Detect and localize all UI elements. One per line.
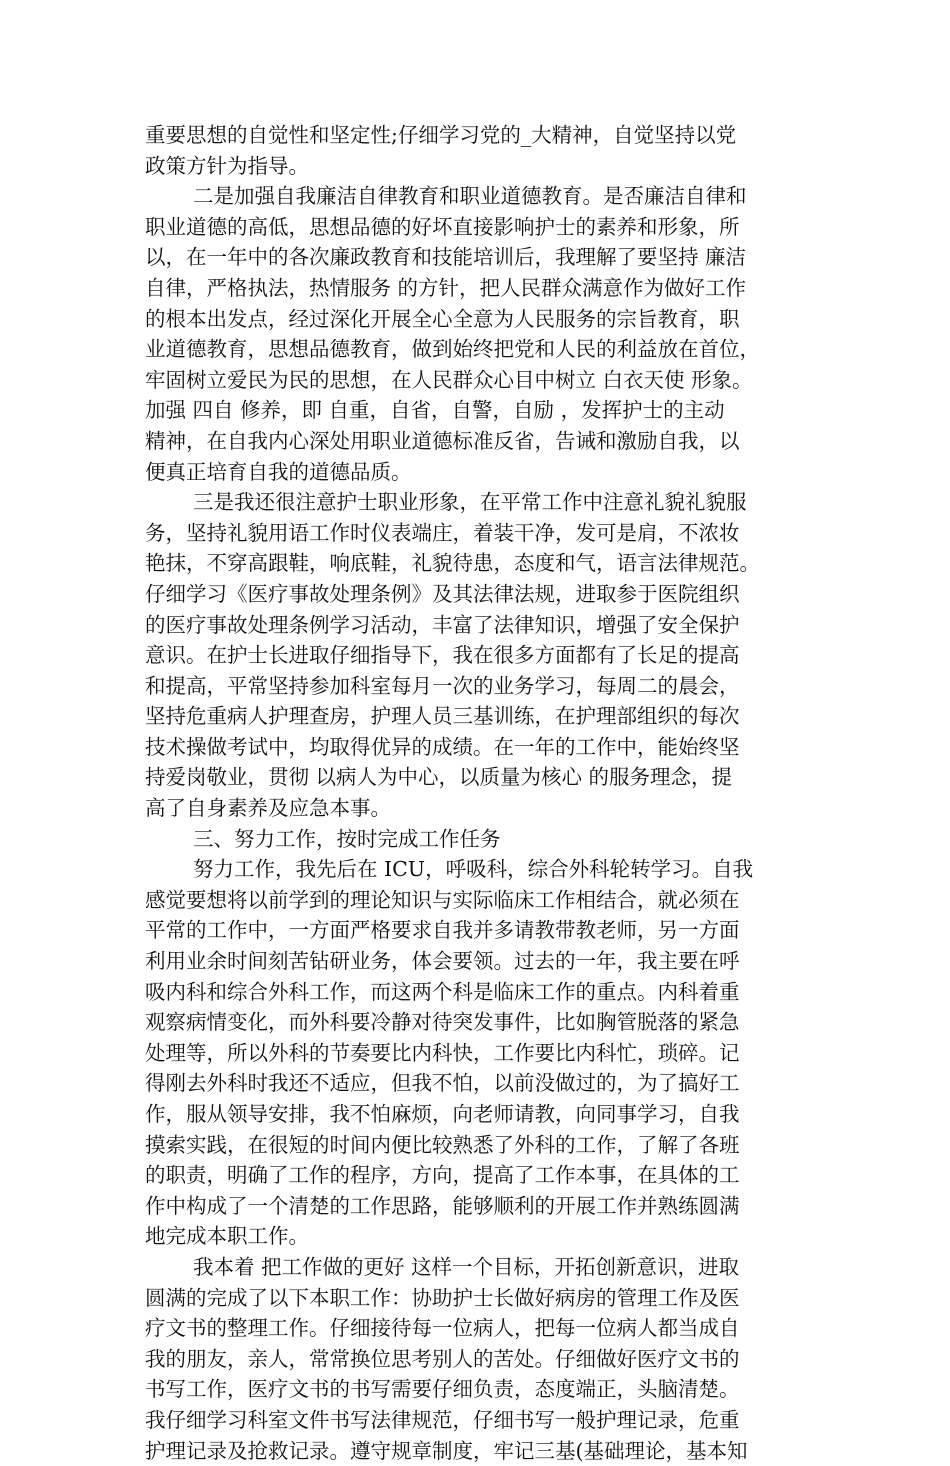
text-line: 书写工作，医疗文书的书写需要仔细负责，态度端正，头脑清楚。 <box>145 1377 740 1402</box>
text-line: 作中构成了一个清楚的工作思路，能够顺利的开展工作并熟练圆满 <box>145 1193 740 1218</box>
text-line: 努力工作，我先后在 ICU，呼吸科，综合外科轮转学习。自我 <box>193 857 754 882</box>
text-line: 处理等，所以外科的节奏要比内科快，工作要比内科忙，琐碎。记 <box>145 1040 740 1065</box>
text-line: 牢固树立爱民为民的思想，在人民群众心目中树立 白衣天使 形象。 <box>145 367 753 392</box>
text-line: 务，坚持礼貌用语工作时仪表端庄，着装干净，发可是肩，不浓妆 <box>145 520 740 545</box>
text-line: 职业道德的高低，思想品德的好坏直接影响护士的素养和形象，所 <box>145 214 740 239</box>
text-line: 护理记录及抢救记录。遵守规章制度，牢记三基(基础理论，基本知 <box>145 1438 748 1463</box>
text-line: 感觉要想将以前学到的理论知识与实际临床工作相结合，就必须在 <box>145 887 740 912</box>
text-line: 我仔细学习科室文件书写法律规范，仔细书写一般护理记录，危重 <box>145 1407 740 1432</box>
text-line: 持爱岗敬业，贯彻 以病人为中心，以质量为核心 的服务理念，提 <box>145 765 733 790</box>
text-line: 三、努力工作，按时完成工作任务 <box>193 826 501 851</box>
text-line: 业道德教育，思想品德教育，做到始终把党和人民的利益放在首位， <box>145 337 760 362</box>
text-line: 便真正培育自我的道德品质。 <box>145 459 412 484</box>
document-page <box>145 120 807 1466</box>
text-line: 的医疗事故处理条例学习活动，丰富了法律知识，增强了安全保护 <box>145 612 740 637</box>
text-line: 我本着 把工作做的更好 这样一个目标，开拓创新意识，进取 <box>193 1254 740 1279</box>
text-line: 地完成本职工作。 <box>145 1224 309 1249</box>
text-line: 高了自身素养及应急本事。 <box>145 796 391 821</box>
text-line: 作，服从领导安排，我不怕麻烦，向老师请教，向同事学习，自我 <box>145 1102 740 1126</box>
text-line: 三是我还很注意护士职业形象，在平常工作中注意礼貌礼貌服 <box>193 490 747 515</box>
text-line: 自律，严格执法，热情服务 的方针，把人民群众满意作为做好工作 <box>145 275 747 300</box>
text-line: 坚持危重病人护理查房，护理人员三基训练，在护理部组织的每次 <box>145 704 740 729</box>
text-line: 的职责，明确了工作的程序，方向，提高了工作本事，在具体的工 <box>145 1163 740 1188</box>
text-line: 精神，在自我内心深处用职业道德标准反省，告诫和激励自我，以 <box>145 428 740 453</box>
text-line: 我的朋友，亲人，常常换位思考别人的苦处。仔细做好医疗文书的 <box>145 1346 740 1371</box>
text-line: 二是加强自我廉洁自律教育和职业道德教育。是否廉洁自律和 <box>193 184 747 209</box>
text-line: 吸内科和综合外科工作，而这两个科是临床工作的重点。内科着重 <box>145 979 740 1004</box>
text-line: 政策方针为指导。 <box>145 153 309 178</box>
text-line: 重要思想的自觉性和坚定性;仔细学习党的_大精神，自觉坚持以党 <box>145 123 737 147</box>
text-line: 摸索实践，在很短的时间内便比较熟悉了外科的工作，了解了各班 <box>145 1132 740 1157</box>
text-line: 疗文书的整理工作。仔细接待每一位病人，把每一位病人都当成自 <box>145 1316 740 1341</box>
text-line: 技术操做考试中，均取得优异的成绩。在一年的工作中，能始终坚 <box>145 734 740 759</box>
text-line: 艳抹，不穿高跟鞋，响底鞋，礼貌待患，态度和气，语言法律规范。 <box>145 551 760 576</box>
text-line: 和提高，平常坚持参加科室每月一次的业务学习，每周二的晨会， <box>145 673 740 698</box>
text-line: 平常的工作中，一方面严格要求自我并多请教带教老师，另一方面 <box>145 918 740 943</box>
text-line: 利用业余时间刻苦钻研业务，体会要领。过去的一年，我主要在呼 <box>145 949 740 974</box>
text-line: 以，在一年中的各次廉政教育和技能培训后，我理解了要坚持 廉洁 <box>145 245 747 270</box>
text-line: 意识。在护士长进取仔细指导下，我在很多方面都有了长足的提高 <box>145 643 740 668</box>
text-line: 得刚去外科时我还不适应，但我不怕，以前没做过的，为了搞好工 <box>145 1071 740 1096</box>
text-line: 圆满的完成了以下本职工作：协助护士长做好病房的管理工作及医 <box>145 1285 740 1310</box>
text-line: 加强 四自 修养，即 自重，自省，自警，自励 ，发挥护士的主动 <box>145 398 725 423</box>
text-line: 观察病情变化，而外科要冷静对待突发事件，比如胸管脱落的紧急 <box>145 1010 740 1035</box>
text-line: 的根本出发点，经过深化开展全心全意为人民服务的宗旨教育，职 <box>145 306 740 331</box>
text-line: 仔细学习《医疗事故处理条例》及其法律法规，进取参于医院组织 <box>145 581 740 606</box>
